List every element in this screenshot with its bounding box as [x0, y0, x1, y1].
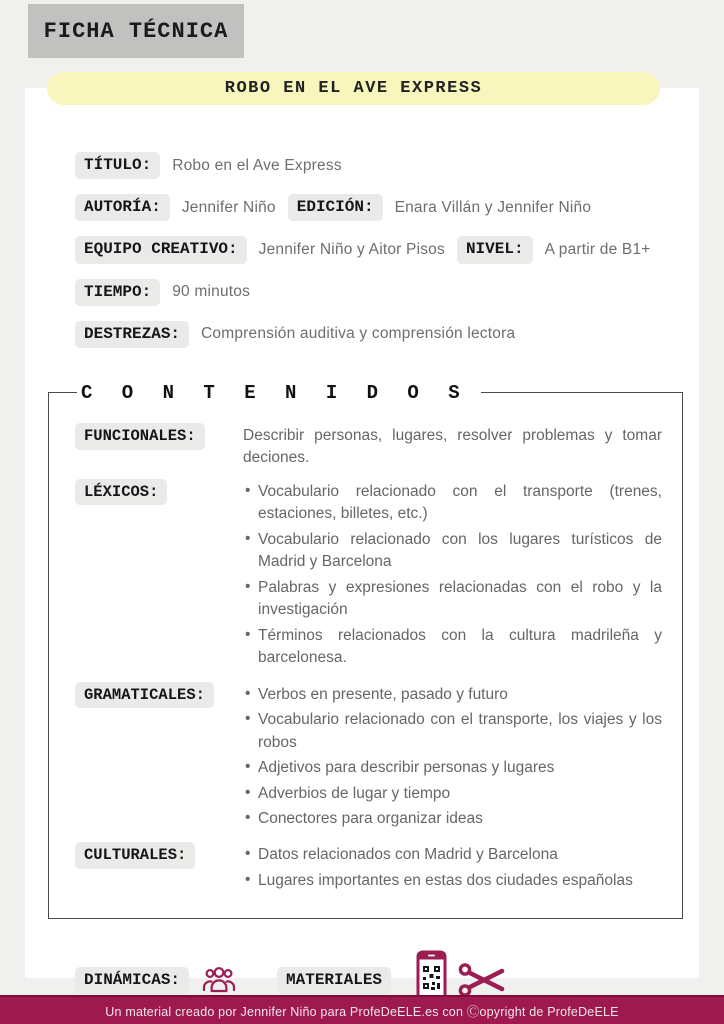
bullet-item: • Adjetivos para describir personas y lugares [243, 757, 662, 779]
tiempo-value: 90 minutos [172, 283, 251, 301]
equipo-creativo-label: EQUIPO CREATIVO: [75, 236, 247, 263]
contenidos-row-gramaticales [75, 682, 662, 834]
bullet-item: • Verbos en presente, pasado y futuro [243, 684, 662, 706]
gramaticales-label: GRAMATICALES: [75, 682, 214, 709]
contenidos-row-lexicos [75, 479, 662, 673]
footer-bar [0, 995, 724, 1024]
autoria-value: Jennifer Niño [181, 198, 276, 216]
lexicos-label: LÉXICOS: [75, 479, 167, 506]
scissors-icon [458, 961, 506, 999]
contenidos-row-culturales [75, 842, 662, 895]
people-group-icon [200, 964, 238, 996]
bullet-item: • Vocabulario relacionado con los lugares turísticos de Madrid y Barcelona [243, 529, 662, 574]
field-row-autoria-edicion [75, 194, 679, 221]
page-header-tag [28, 4, 244, 58]
lexicos-list [243, 481, 662, 673]
bullet-item: • Vocabulario relacionado con el transporte, los viajes y los robos [243, 709, 662, 754]
contenidos-section [48, 382, 683, 919]
activity-title-banner [47, 72, 660, 105]
edicion-label: EDICIÓN: [288, 194, 383, 221]
metadata-fields [25, 88, 699, 348]
equipo-creativo-value: Jennifer Niño y Aitor Pisos [258, 240, 445, 258]
edicion-value: Enara Villán y Jennifer Niño [394, 198, 592, 216]
gramaticales-list [243, 684, 662, 834]
activity-title: ROBO EN EL AVE EXPRESS [224, 79, 483, 98]
bullet-item: • Adverbios de lugar y tiempo [243, 783, 662, 805]
funcionales-label: FUNCIONALES: [75, 423, 205, 450]
bullet-item: • Datos relacionados con Madrid y Barcelona [243, 844, 662, 866]
bullet-item: • Conectores para organizar ideas [243, 808, 662, 830]
bullet-item: • Lugares importantes en estas dos ciudades españolas [243, 870, 662, 892]
destrezas-label: DESTREZAS: [75, 321, 189, 348]
header-tag-text: FICHA TÉCNICA [43, 18, 229, 44]
bullet-item: • Términos relacionados con la cultura madrileña y barcelonesa. [243, 625, 662, 670]
titulo-value: Robo en el Ave Express [172, 156, 342, 174]
titulo-label: TÍTULO: [75, 152, 160, 179]
field-row-destrezas [75, 321, 679, 348]
field-row-tiempo [75, 279, 679, 306]
nivel-label: NIVEL: [457, 236, 533, 263]
nivel-value: A partir de B1+ [544, 240, 651, 258]
contenidos-row-funcionales [75, 423, 662, 470]
content-card [25, 88, 699, 989]
footer-credit-text: Un material creado por Jennifer Niño para ProfeDeELE.es con Ⓒopyright de ProfeDeELE [105, 1004, 619, 1019]
tiempo-label: TIEMPO: [75, 279, 160, 306]
destrezas-value: Comprensión auditiva y comprensión lectora [201, 325, 516, 343]
dinamicas-label: DINÁMICAS: [75, 967, 189, 994]
field-row-titulo [75, 152, 679, 179]
bullet-item: • Palabras y expresiones relacionadas con el robo y la investigación [243, 577, 662, 622]
field-row-equipo-nivel [75, 236, 679, 263]
materiales-label: MATERIALES [277, 967, 391, 994]
contenidos-heading: C O N T E N I D O S [81, 381, 469, 404]
culturales-list [243, 844, 662, 895]
culturales-label: CULTURALES: [75, 842, 195, 869]
autoria-label: AUTORÍA: [75, 194, 170, 221]
funcionales-text: Describir personas, lugares, resolver problemas y tomar deciones. [243, 426, 662, 467]
bullet-item: • Vocabulario relacionado con el transporte (trenes, estaciones, billetes, etc.) [243, 481, 662, 526]
